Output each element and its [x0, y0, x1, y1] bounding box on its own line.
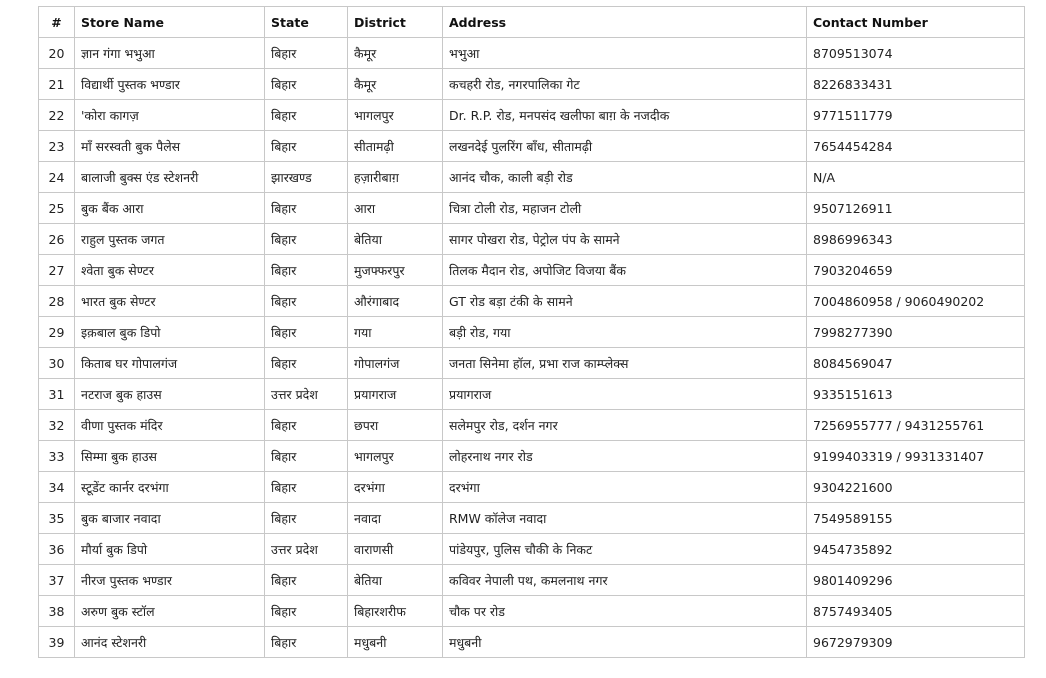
table-row [39, 410, 1025, 441]
cell-number: 22 [39, 100, 75, 131]
cell-store-name: मौर्या बुक डिपो [75, 534, 265, 565]
store-table [38, 6, 1025, 658]
cell-district: बेतिया [348, 224, 443, 255]
cell-district: औरंगाबाद [348, 286, 443, 317]
cell-number: 30 [39, 348, 75, 379]
cell-state: बिहार [265, 596, 348, 627]
cell-store-name: बालाजी बुक्स एंड स्टेशनरी [75, 162, 265, 193]
cell-district: मुजफ्फरपुर [348, 255, 443, 286]
cell-district: कैमूर [348, 69, 443, 100]
cell-number: 20 [39, 38, 75, 69]
cell-number: 26 [39, 224, 75, 255]
cell-contact-number: 9454735892 [807, 534, 1025, 565]
cell-contact-number: 8226833431 [807, 69, 1025, 100]
cell-number: 31 [39, 379, 75, 410]
table-row [39, 100, 1025, 131]
table-row [39, 472, 1025, 503]
table-row [39, 162, 1025, 193]
cell-state: बिहार [265, 38, 348, 69]
cell-state: बिहार [265, 565, 348, 596]
cell-store-name: अरुण बुक स्टॉल [75, 596, 265, 627]
table-row [39, 627, 1025, 658]
cell-number: 36 [39, 534, 75, 565]
cell-store-name: 'कोरा कागज़ [75, 100, 265, 131]
cell-store-name: स्टूडेंट कार्नर दरभंगा [75, 472, 265, 503]
table-row [39, 38, 1025, 69]
table-row [39, 224, 1025, 255]
cell-contact-number: 7998277390 [807, 317, 1025, 348]
cell-contact-number: 9335151613 [807, 379, 1025, 410]
cell-store-name: भारत बुक सेण्टर [75, 286, 265, 317]
cell-number: 29 [39, 317, 75, 348]
cell-state: बिहार [265, 69, 348, 100]
cell-address: चौक पर रोड [443, 596, 807, 627]
table-row [39, 286, 1025, 317]
cell-contact-number: 9771511779 [807, 100, 1025, 131]
cell-contact-number: N/A [807, 162, 1025, 193]
cell-address: पांडेयपुर, पुलिस चौकी के निकट [443, 534, 807, 565]
cell-state: बिहार [265, 286, 348, 317]
cell-district: बेतिया [348, 565, 443, 596]
cell-state: बिहार [265, 193, 348, 224]
store-table-container [38, 6, 1024, 658]
cell-number: 35 [39, 503, 75, 534]
table-row [39, 317, 1025, 348]
cell-contact-number: 9199403319 / 9931331407 [807, 441, 1025, 472]
cell-district: नवादा [348, 503, 443, 534]
cell-contact-number: 7903204659 [807, 255, 1025, 286]
cell-state: उत्तर प्रदेश [265, 534, 348, 565]
cell-contact-number: 8757493405 [807, 596, 1025, 627]
cell-number: 27 [39, 255, 75, 286]
cell-number: 24 [39, 162, 75, 193]
cell-district: सीतामढ़ी [348, 131, 443, 162]
cell-address: भभुआ [443, 38, 807, 69]
table-row [39, 379, 1025, 410]
table-row [39, 131, 1025, 162]
cell-store-name: ज्ञान गंगा भभुआ [75, 38, 265, 69]
cell-number: 34 [39, 472, 75, 503]
cell-district: कैमूर [348, 38, 443, 69]
cell-state: बिहार [265, 100, 348, 131]
cell-address: लखनदेई पुलरिंग बाँध, सीतामढ़ी [443, 131, 807, 162]
cell-store-name: बुक बैंक आरा [75, 193, 265, 224]
cell-number: 38 [39, 596, 75, 627]
table-header-row [39, 7, 1025, 38]
cell-district: छपरा [348, 410, 443, 441]
cell-address: जनता सिनेमा हॉल, प्रभा राज काम्प्लेक्स [443, 348, 807, 379]
cell-store-name: इक़बाल बुक डिपो [75, 317, 265, 348]
cell-district: हज़ारीबाग़ [348, 162, 443, 193]
cell-store-name: माँ सरस्वती बुक पैलेस [75, 131, 265, 162]
cell-number: 32 [39, 410, 75, 441]
cell-state: बिहार [265, 224, 348, 255]
cell-contact-number: 9801409296 [807, 565, 1025, 596]
column-header-contact-number: Contact Number [807, 7, 1025, 38]
cell-store-name: राहुल पुस्तक जगत [75, 224, 265, 255]
cell-address: लोहरनाथ नगर रोड [443, 441, 807, 472]
cell-number: 28 [39, 286, 75, 317]
cell-store-name: सिम्मा बुक हाउस [75, 441, 265, 472]
cell-state: बिहार [265, 441, 348, 472]
cell-contact-number: 7256955777 / 9431255761 [807, 410, 1025, 441]
cell-district: बिहारशरीफ [348, 596, 443, 627]
cell-state: बिहार [265, 472, 348, 503]
table-row [39, 596, 1025, 627]
table-row [39, 255, 1025, 286]
cell-state: उत्तर प्रदेश [265, 379, 348, 410]
cell-district: भागलपुर [348, 100, 443, 131]
cell-store-name: किताब घर गोपालगंज [75, 348, 265, 379]
cell-number: 37 [39, 565, 75, 596]
cell-address: कविवर नेपाली पथ, कमलनाथ नगर [443, 565, 807, 596]
cell-district: आरा [348, 193, 443, 224]
cell-store-name: श्वेता बुक सेण्टर [75, 255, 265, 286]
cell-state: बिहार [265, 503, 348, 534]
table-row [39, 69, 1025, 100]
cell-address: Dr. R.P. रोड, मनपसंद खलीफा बाग़ के नजदीक [443, 100, 807, 131]
cell-contact-number: 7004860958 / 9060490202 [807, 286, 1025, 317]
cell-contact-number: 9672979309 [807, 627, 1025, 658]
cell-state: बिहार [265, 131, 348, 162]
table-row [39, 441, 1025, 472]
table-row [39, 534, 1025, 565]
cell-contact-number: 8986996343 [807, 224, 1025, 255]
cell-state: बिहार [265, 255, 348, 286]
cell-district: गोपालगंज [348, 348, 443, 379]
cell-store-name: विद्यार्थी पुस्तक भण्डार [75, 69, 265, 100]
cell-store-name: वीणा पुस्तक मंदिर [75, 410, 265, 441]
cell-district: प्रयागराज [348, 379, 443, 410]
cell-address: प्रयागराज [443, 379, 807, 410]
cell-address: आनंद चौक, काली बड़ी रोड [443, 162, 807, 193]
cell-district: मधुबनी [348, 627, 443, 658]
cell-state: बिहार [265, 317, 348, 348]
cell-address: RMW कॉलेज नवादा [443, 503, 807, 534]
column-header-number: # [39, 7, 75, 38]
cell-address: तिलक मैदान रोड, अपोजिट विजया बैंक [443, 255, 807, 286]
cell-number: 33 [39, 441, 75, 472]
cell-state: बिहार [265, 627, 348, 658]
cell-address: सलेमपुर रोड, दर्शन नगर [443, 410, 807, 441]
cell-state: बिहार [265, 410, 348, 441]
column-header-store-name: Store Name [75, 7, 265, 38]
cell-address: बड़ी रोड, गया [443, 317, 807, 348]
cell-address: चित्रा टोली रोड, महाजन टोली [443, 193, 807, 224]
cell-contact-number: 7654454284 [807, 131, 1025, 162]
cell-state: झारखण्ड [265, 162, 348, 193]
cell-contact-number: 7549589155 [807, 503, 1025, 534]
column-header-address: Address [443, 7, 807, 38]
table-row [39, 193, 1025, 224]
cell-number: 39 [39, 627, 75, 658]
column-header-district: District [348, 7, 443, 38]
cell-address: सागर पोखरा रोड, पेट्रोल पंप के सामने [443, 224, 807, 255]
cell-store-name: नीरज पुस्तक भण्डार [75, 565, 265, 596]
cell-number: 23 [39, 131, 75, 162]
cell-district: वाराणसी [348, 534, 443, 565]
cell-district: गया [348, 317, 443, 348]
cell-store-name: नटराज बुक हाउस [75, 379, 265, 410]
column-header-state: State [265, 7, 348, 38]
cell-store-name: आनंद स्टेशनरी [75, 627, 265, 658]
cell-address: मधुबनी [443, 627, 807, 658]
cell-contact-number: 8709513074 [807, 38, 1025, 69]
cell-address: दरभंगा [443, 472, 807, 503]
cell-number: 25 [39, 193, 75, 224]
table-body [39, 38, 1025, 658]
cell-contact-number: 9304221600 [807, 472, 1025, 503]
cell-store-name: बुक बाजार नवादा [75, 503, 265, 534]
cell-district: दरभंगा [348, 472, 443, 503]
table-row [39, 503, 1025, 534]
cell-district: भागलपुर [348, 441, 443, 472]
cell-number: 21 [39, 69, 75, 100]
cell-contact-number: 9507126911 [807, 193, 1025, 224]
table-row [39, 565, 1025, 596]
cell-address: कचहरी रोड, नगरपालिका गेट [443, 69, 807, 100]
cell-state: बिहार [265, 348, 348, 379]
table-row [39, 348, 1025, 379]
cell-address: GT रोड बड़ा टंकी के सामने [443, 286, 807, 317]
cell-contact-number: 8084569047 [807, 348, 1025, 379]
